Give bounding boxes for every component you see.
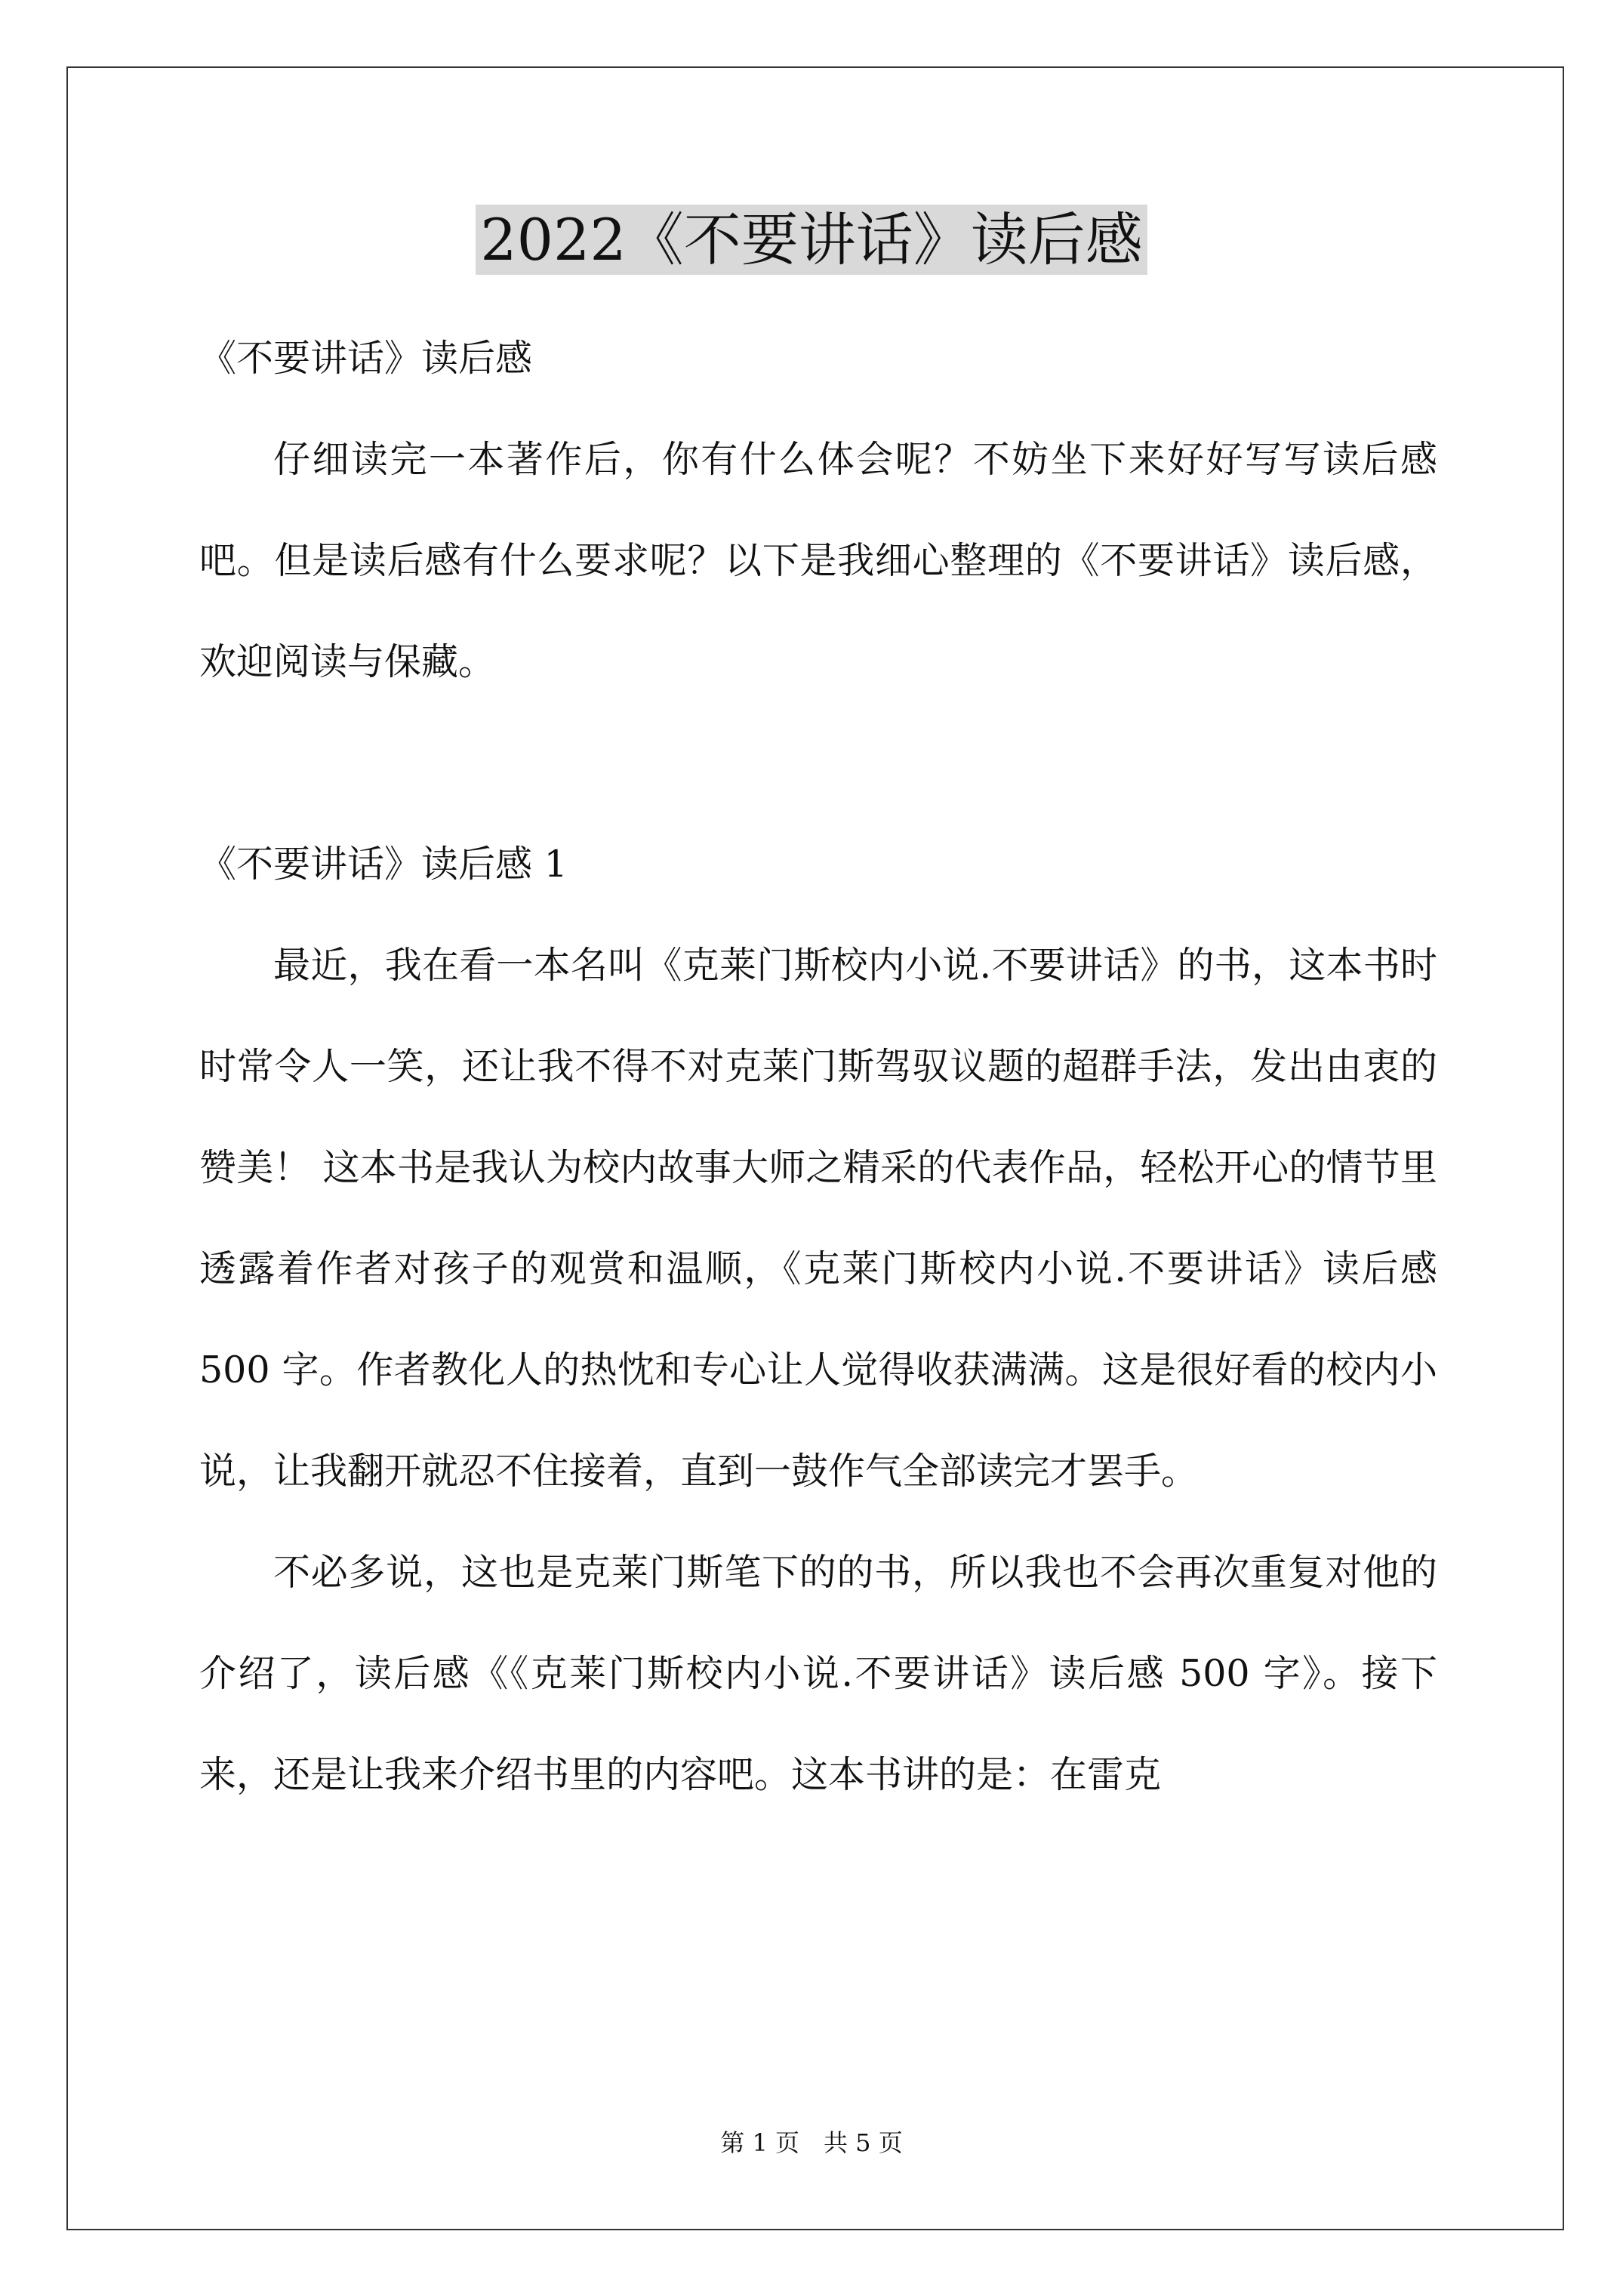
body-paragraph: 最近，我在看一本名叫《克莱门斯校内小说.不要讲话》的书，这本书时时常令人一笑，还让我不得不对克莱门斯驾驭议题的超群手法，发出由衷的赞美！ 这本书是我认为校内故事大师之精采的代表作品，轻松开心的情节里透露着作者对孩子的观赏和温顺，《克莱门斯校内小说.不要讲话》读后感 500 字。作者教化人的热忱和专心让人觉得收获满满。这是很好看的校内小说，让我翻开就忍不住接着，直到一鼓作气全部读完才罢手。	[199, 944, 1437, 1493]
page-footer	[0, 2128, 1623, 2158]
body-paragraph: 不必多说，这也是克莱门斯笔下的的书，所以我也不会再次重复对他的介绍了，读后感《《克莱门斯校内小说.不要讲话》读后感 500 字》。接下来，还是让我来介绍书里的内容吧。这本书讲的是：在雷克	[199, 1551, 1437, 1796]
section-heading: 《不要讲话》读后感 1	[199, 843, 568, 886]
blank-line	[199, 713, 1437, 814]
document-body	[199, 308, 1437, 1826]
document-title-text: 2022《不要讲话》读后感	[476, 205, 1147, 275]
document-title	[0, 202, 1623, 278]
page-number: 第 1 页 共 5 页	[720, 2128, 903, 2157]
document-subtitle: 《不要讲话》读后感	[199, 337, 533, 380]
intro-paragraph: 仔细读完一本著作后，你有什么体会呢？不妨坐下来好好写写读后感吧。但是读后感有什么要求呢？以下是我细心整理的《不要讲话》读后感，欢迎阅读与保藏。	[199, 438, 1437, 683]
